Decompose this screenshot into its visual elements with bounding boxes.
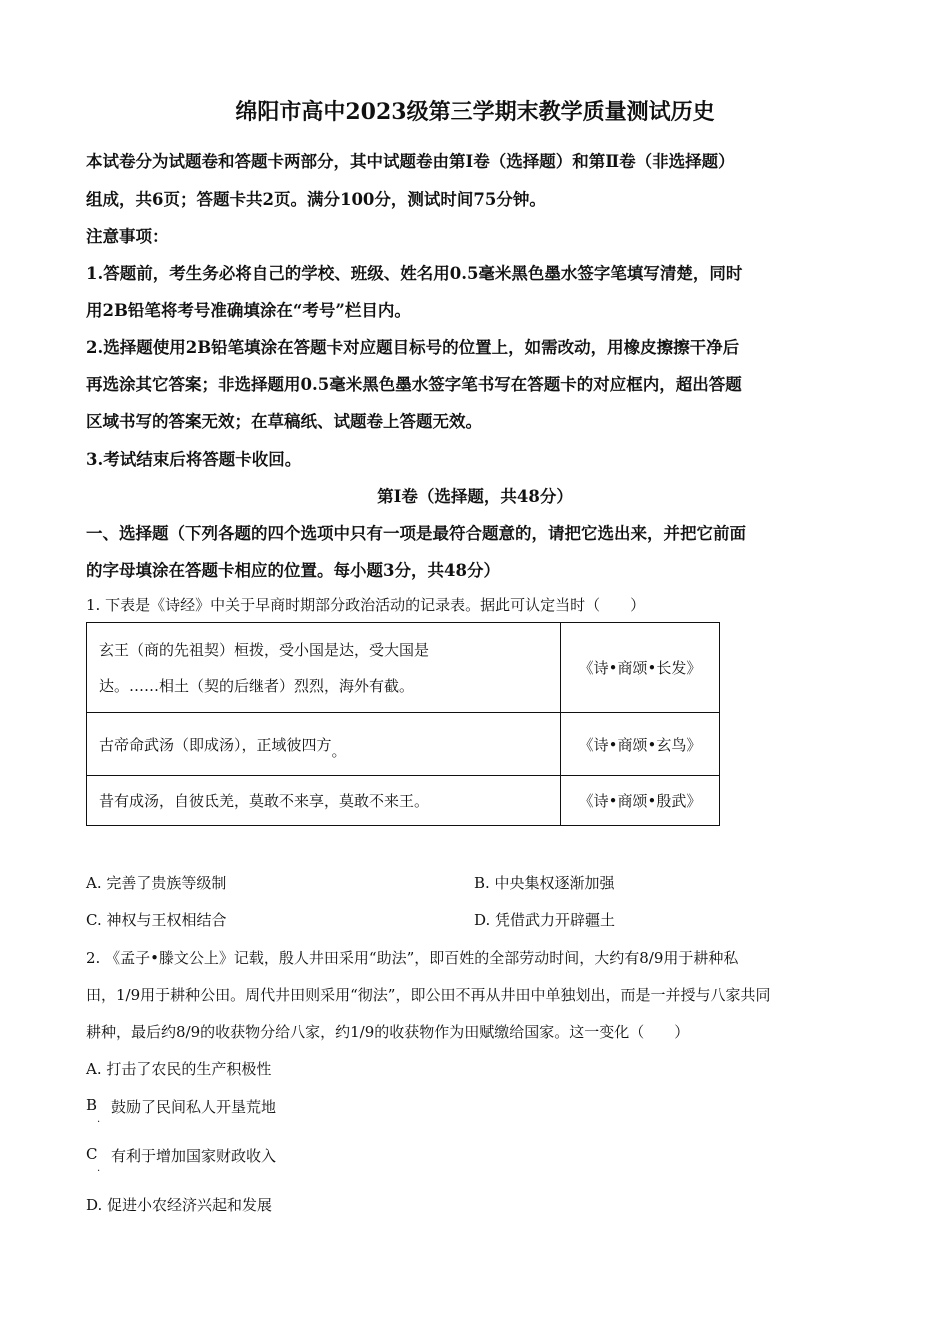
q1-table: [86, 622, 720, 826]
table-row: [87, 713, 720, 776]
page-title: 绵阳市高中2023级第三学期末教学质量测试历史: [235, 99, 715, 125]
q2-option-c-letter: C: [86, 1145, 98, 1163]
q2-option-b-dot: .: [97, 1114, 101, 1125]
q2-option-b-text: 鼓励了民间私人开垦荒地: [111, 1098, 277, 1116]
q2-option-b-letter: B: [86, 1096, 98, 1114]
notice-line-2: 用2B铅笔将考号准确填涂在“考号”栏目内。: [86, 301, 411, 320]
q2-option-d: D. 促进小农经济兴起和发展: [86, 1196, 273, 1214]
q1-option-a: A. 完善了贵族等级制: [86, 874, 227, 892]
q1-option-d: D. 凭借武力开辟疆土: [474, 911, 616, 929]
table-cell-line: 古帝命武汤（即成汤），正域彼四方: [99, 735, 332, 754]
table-cell-text: [87, 713, 561, 776]
notice-line-6: 3.考试结束后将答题卡收回。: [86, 450, 302, 469]
notice-line-1: 1.答题前，考生务必将自己的学校、班级、姓名用0.5毫米黑色墨水签字笔填写清楚，同时: [86, 264, 743, 283]
table-cell-line: 昔有成汤，自彼氐羌，莫敢不来享，莫敢不来王。: [99, 792, 430, 810]
q2-option-c-text: 有利于增加国家财政收入: [111, 1147, 277, 1165]
q2-option-a: A. 打击了农民的生产积极性: [86, 1060, 272, 1078]
table-cell-source: 《诗•商颂•长发》: [561, 623, 720, 713]
part-one-line-1: 一、选择题（下列各题的四个选项中只有一项是最符合题意的，请把它选出来，并把它前面: [86, 524, 746, 543]
q2-stem-line-1: 2. 《孟子•滕文公上》记载，殷人井田采用“助法”，即百姓的全部劳动时间，大约有8/9用于耕种私: [86, 949, 739, 967]
table-cell-suffix: 。: [331, 741, 347, 760]
table-cell-text: [87, 776, 561, 826]
q2-stem-line-2: 田，1/9用于耕种公田。周代井田则采用“彻法”，即公田不再从井田中单独划出，而是一并授与八家共同: [86, 986, 771, 1004]
q1-option-b: B. 中央集权逐渐加强: [474, 874, 615, 892]
notice-line-5: 区域书写的答案无效；在草稿纸、试题卷上答题无效。: [86, 412, 482, 431]
table-cell-line: 达。……相土（契的后继者）烈烈，海外有截。: [99, 676, 415, 695]
section-title: 第Ⅰ卷（选择题，共48分）: [377, 487, 573, 506]
table-row: [87, 776, 720, 826]
table-row: [87, 623, 720, 713]
intro-line-2: 组成，共6页；答题卡共2页。满分100分，测试时间75分钟。: [86, 190, 546, 209]
notice-title: 注意事项：: [86, 227, 169, 246]
notice-line-3: 2.选择题使用2B铅笔填涂在答题卡对应题目标号的位置上，如需改动，用橡皮擦擦干净后: [86, 338, 740, 357]
q1-option-c: C. 神权与王权相结合: [86, 911, 227, 929]
table-cell-source: 《诗•商颂•玄鸟》: [561, 713, 720, 776]
q1-stem: 1. 下表是《诗经》中关于早商时期部分政治活动的记录表。据此可认定当时（ ）: [86, 596, 646, 614]
notice-line-4: 再选涂其它答案；非选择题用0.5毫米黑色墨水签字笔书写在答题卡的对应框内，超出答题: [86, 375, 742, 394]
intro-line-1: 本试卷分为试题卷和答题卡两部分，其中试题卷由第Ⅰ卷（选择题）和第Ⅱ卷（非选择题）: [86, 152, 735, 171]
table-cell-source: 《诗•商颂•殷武》: [561, 776, 720, 826]
table-cell-text: [87, 623, 561, 713]
table-cell-line: 玄王（商的先祖契）桓拨，受小国是达，受大国是: [99, 640, 430, 659]
q2-stem-line-3: 耕种，最后约8/9的收获物分给八家，约1/9的收获物作为田赋缴给国家。这一变化（ ）: [86, 1023, 690, 1041]
part-one-line-2: 的字母填涂在答题卡相应的位置。每小题3分，共48分）: [86, 561, 500, 580]
q2-option-c-dot: .: [97, 1163, 101, 1174]
